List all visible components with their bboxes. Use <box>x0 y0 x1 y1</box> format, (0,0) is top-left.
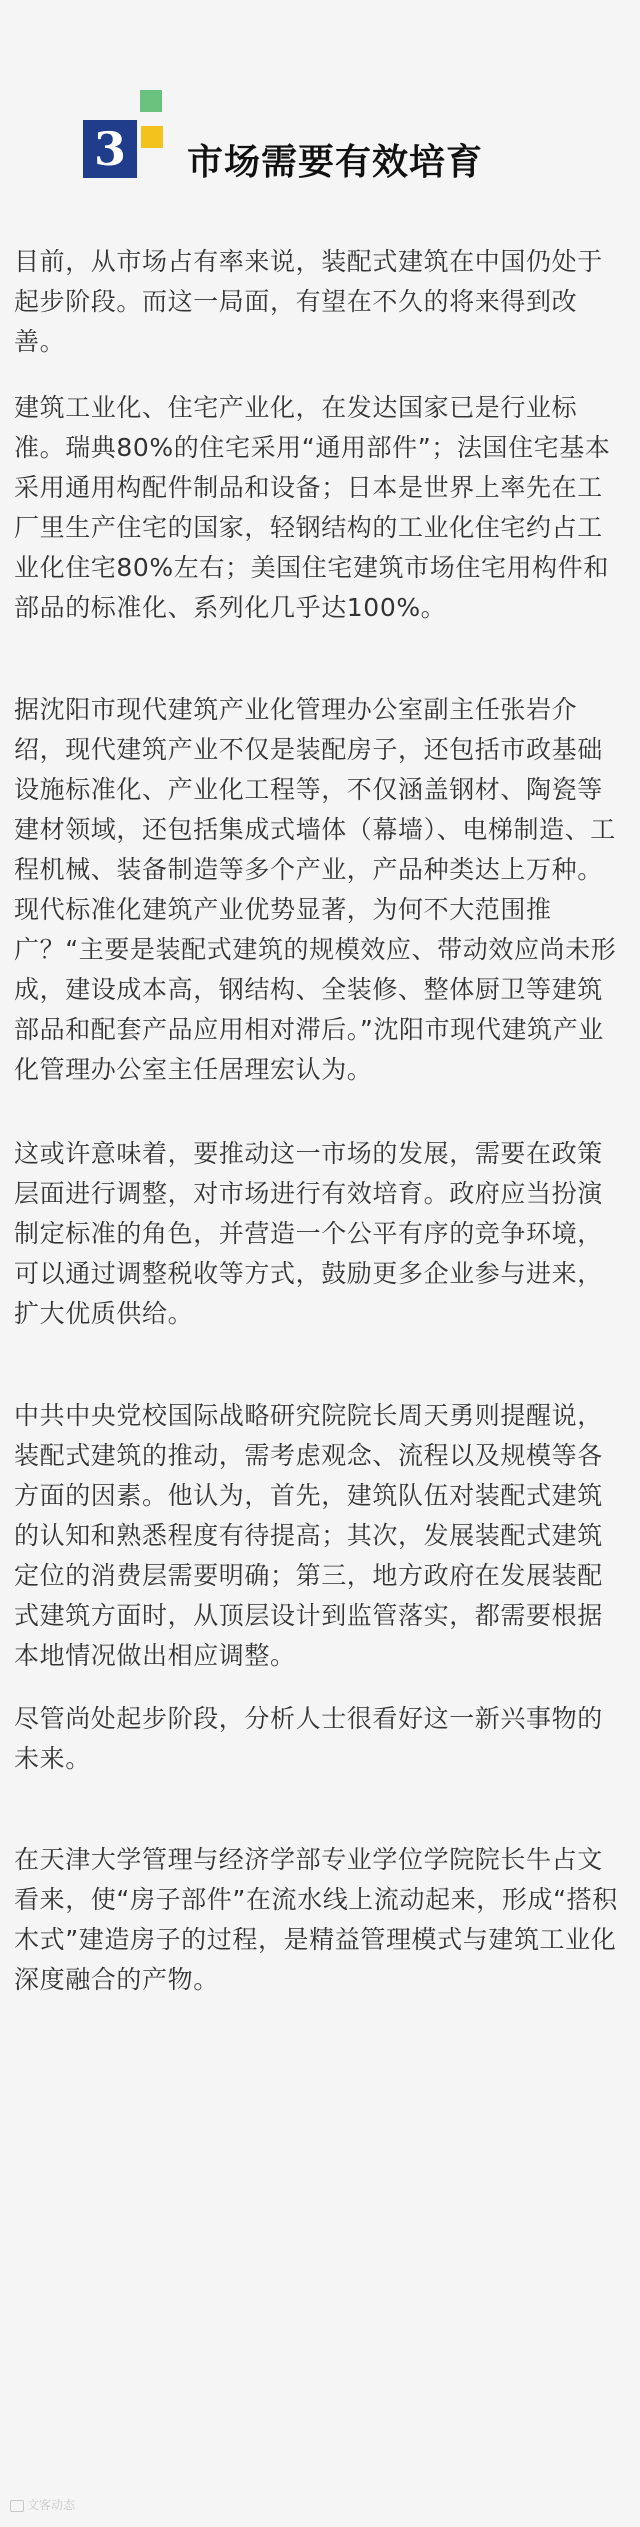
paragraph-5: 中共中央党校国际战略研究院院长周天勇则提醒说，装配式建筑的推动，需考虑观念、流程以及规模等各方面的因素。他认为，首先，建筑队伍对装配式建筑的认知和熟悉程度有待提高；其次，发展装配式建筑定位的消费层需要明确；第三，地方政府在发展装配式建筑方面时，从顶层设计到监管落实，都需要根据本地情况做出相应调整。 <box>14 1401 603 1670</box>
section-header <box>79 88 579 188</box>
paragraph-3: 据沈阳市现代建筑产业化管理办公室副主任张岩介绍，现代建筑产业不仅是装配房子，还包括市政基础设施标准化、产业化工程等，不仅涵盖钢材、陶瓷等建材领域，还包括集成式墙体（幕墙）、电梯制造、工程机械、装备制造等多个产业，产品种类达上万种。现代标准化建筑产业优势显著，为何不大范围推广？“主要是装配式建筑的规模效应、带动效应尚未形成，建设成本高，钢结构、全装修、整体厨卫等建筑部品和配套产品应用相对滞后。”沈阳市现代建筑产业化管理办公室主任居理宏认为。 <box>14 695 617 1084</box>
section-number-badge <box>79 88 179 188</box>
watermark-text: 文客动态 <box>27 2498 76 2512</box>
paragraph-4: 这或许意味着，要推动这一市场的发展，需要在政策层面进行调整，对市场进行有效培育。政府应当扮演制定标准的角色，并营造一个公平有序的竞争环境，可以通过调整税收等方式，鼓励更多企业参与进来，扩大优质供给。 <box>14 1139 603 1328</box>
section-title: 市场需要有效培育 <box>187 142 484 183</box>
paragraph-1: 目前，从市场占有率来说，装配式建筑在中国仍处于起步阶段。而这一局面，有望在不久的将来得到改善。 <box>14 247 603 356</box>
section-number: 3 <box>83 120 137 178</box>
watermark <box>10 2496 75 2513</box>
yellow-square-decoration <box>141 126 163 148</box>
paragraph-2: 建筑工业化、住宅产业化，在发达国家已是行业标准。瑞典80%的住宅采用“通用部件”；法国住宅基本采用通用构配件制品和设备；日本是世界上率先在工厂里生产住宅的国家，轻钢结构的工业化住宅约占工业化住宅80%左右；美国住宅建筑市场住宅用构件和部品的标准化、系列化几乎达100%。 <box>14 393 611 622</box>
green-square-decoration <box>140 90 162 112</box>
paragraph-6: 尽管尚处起步阶段，分析人士很看好这一新兴事物的未来。 <box>14 1704 603 1773</box>
watermark-icon <box>10 2500 24 2512</box>
paragraph-7: 在天津大学管理与经济学部专业学位学院院长牛占文看来，使“房子部件”在流水线上流动起来，形成“搭积木式”建造房子的过程，是精益管理模式与建筑工业化深度融合的产物。 <box>14 1845 618 1994</box>
